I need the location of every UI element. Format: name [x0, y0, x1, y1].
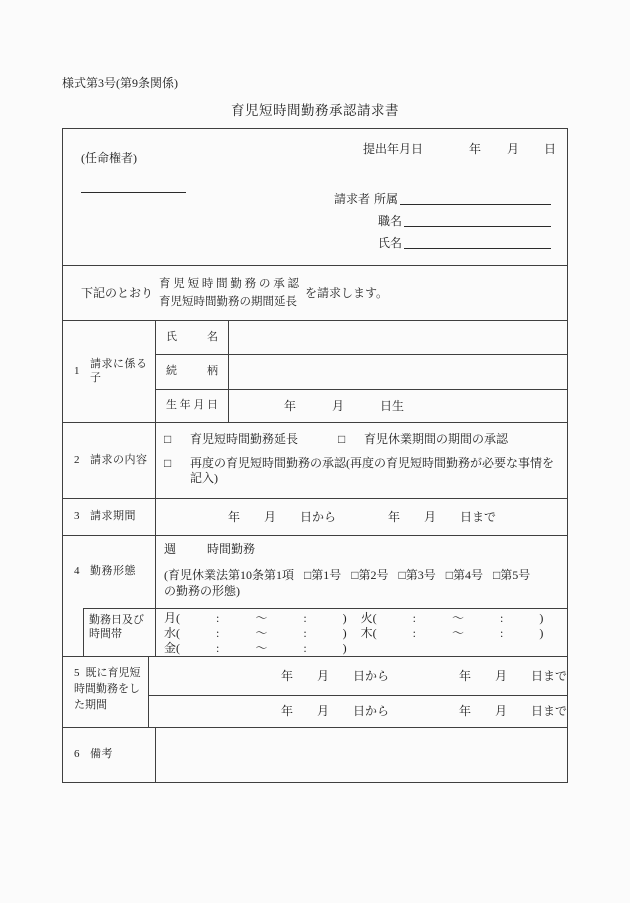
- past-period-1-to[interactable]: 年 月 日まで: [458, 668, 567, 683]
- past-period-2-from[interactable]: 年 月 日から: [280, 704, 389, 718]
- checkbox-repeat-box[interactable]: □: [164, 455, 172, 470]
- checkbox-leave-period-label: 育児休業期間の期間の承認: [364, 432, 509, 446]
- checkbox-item-leave-period: [338, 432, 508, 448]
- request-form-table: [62, 128, 568, 783]
- schedule-line-wed-thu: [164, 626, 567, 641]
- requester-block: [334, 185, 551, 251]
- row-past-periods-label-text: 既に育児短時間勤務をした期間: [74, 667, 141, 711]
- child-name-value[interactable]: [229, 321, 567, 354]
- row-request-content-label: [63, 423, 156, 498]
- choice-extension: 育児短時間勤務の期間延長: [159, 295, 298, 308]
- weekly-schedule-grid: [156, 608, 567, 656]
- past-period-1-from[interactable]: 年 月 日から: [280, 668, 389, 683]
- name-fill-line[interactable]: [404, 235, 551, 249]
- period-from[interactable]: 年 月 日から: [228, 509, 337, 524]
- law-option-1-checkbox[interactable]: □第1号: [304, 568, 342, 582]
- row-past-periods-number: 5: [74, 667, 80, 679]
- weekly-hours-line: [164, 542, 563, 557]
- jobtitle-fill-line[interactable]: [404, 213, 551, 227]
- past-period-row-2: [149, 696, 567, 727]
- work-style-label-column: [63, 536, 156, 656]
- child-birthdate-row: [156, 390, 567, 422]
- declaration-prefix: 下記のとおり: [81, 285, 154, 300]
- checkbox-leave-period-box[interactable]: □: [338, 432, 346, 446]
- row-request-content: [63, 423, 567, 499]
- child-birthdate-label: 生年月日: [156, 390, 229, 422]
- schedule-thursday[interactable]: 木( : ～ : ): [360, 626, 544, 640]
- row-request-content-number: 2: [74, 453, 80, 466]
- row-work-style-label-text: 勤務形態: [90, 565, 136, 578]
- requester-name-row: [334, 229, 551, 251]
- page-title: 育児短時間勤務承認請求書: [231, 103, 399, 118]
- schedule-header-label: 勤務日及び時間帯: [83, 608, 155, 656]
- row-remarks: [63, 728, 567, 782]
- row-remarks-number: 6: [74, 748, 80, 761]
- child-relation-row: [156, 355, 567, 390]
- law-prefix: (育児休業法第10条第1項: [164, 568, 294, 582]
- checkbox-line-1: [164, 432, 561, 448]
- header-section: [63, 129, 567, 266]
- row-request-period: [63, 499, 567, 536]
- row-past-periods-label: [63, 657, 149, 727]
- row-child-fields: [156, 321, 567, 422]
- row-child-label: [63, 321, 156, 422]
- appointer-fill-line[interactable]: [81, 192, 186, 193]
- affiliation-fill-line[interactable]: [400, 191, 551, 205]
- row-request-content-label-text: 請求の内容: [90, 453, 148, 466]
- past-period-row-1: [149, 657, 567, 696]
- period-to[interactable]: 年 月 日まで: [388, 509, 497, 524]
- past-period-2-to[interactable]: 年 月 日まで: [458, 704, 567, 718]
- row-past-periods: [63, 657, 567, 728]
- past-periods-content: [149, 657, 567, 727]
- work-style-main: [156, 536, 567, 608]
- submission-month-unit: 月: [507, 142, 520, 156]
- requester-affiliation-row: [334, 185, 551, 207]
- request-period-value: [156, 499, 567, 535]
- submission-date-row: [363, 142, 556, 157]
- request-content-options: [156, 423, 567, 498]
- week-suffix: 時間勤務: [207, 542, 256, 556]
- row-child: [63, 321, 567, 423]
- row-work-style-label: [63, 536, 155, 608]
- week-prefix: 週: [164, 542, 177, 556]
- declaration-choices: [159, 277, 299, 309]
- child-relation-label: 続柄: [156, 355, 229, 389]
- affiliation-label: 所属: [374, 192, 399, 206]
- submission-day-unit: 日: [544, 142, 557, 156]
- row-remarks-label: [63, 728, 156, 782]
- law-reference-line: [164, 568, 563, 583]
- child-birthdate-value[interactable]: 年 月 日生: [284, 398, 405, 413]
- checkbox-item-repeat: [164, 456, 561, 487]
- schedule-friday[interactable]: 金( : ～ : ): [164, 641, 347, 655]
- schedule-wednesday[interactable]: 水( : ～ : ): [164, 626, 347, 640]
- requester-label: 請求者: [334, 192, 371, 206]
- form-number: 様式第3号(第9条関係): [62, 76, 178, 90]
- law-option-4-checkbox[interactable]: □第4号: [445, 568, 483, 582]
- law-suffix: の勤務の形態): [164, 584, 240, 598]
- child-name-label: 氏名: [156, 321, 229, 354]
- checkbox-extension-box[interactable]: □: [164, 432, 172, 446]
- checkbox-repeat-label: 再度の育児短時間勤務の承認(再度の育児短時間勤務が必要な事情を記入): [190, 455, 554, 485]
- work-style-content: [156, 536, 567, 656]
- schedule-line-mon-tue: [164, 611, 567, 626]
- schedule-tuesday[interactable]: 火( : ～ : ): [360, 611, 544, 625]
- choice-approval: 育児短時間勤務の承認: [159, 278, 300, 291]
- name-label: 氏名: [378, 236, 403, 250]
- row-work-style-number: 4: [74, 565, 80, 578]
- law-option-3-checkbox[interactable]: □第3号: [398, 568, 436, 582]
- row-request-period-label: [63, 499, 156, 535]
- law-option-2-checkbox[interactable]: □第2号: [351, 568, 389, 582]
- schedule-monday[interactable]: 月( : ～ : ): [164, 611, 347, 625]
- row-request-period-number: 3: [74, 510, 80, 523]
- appointer-label: (任命権者): [81, 151, 137, 165]
- row-work-style: [63, 536, 567, 657]
- schedule-line-fri: [164, 641, 567, 656]
- checkbox-extension-label: 育児短時間勤務延長: [190, 432, 299, 446]
- row-child-label-text: 請求に係る子: [90, 357, 148, 384]
- jobtitle-label: 職名: [378, 214, 403, 228]
- remarks-value[interactable]: [156, 728, 567, 782]
- submission-date-label: 提出年月日: [363, 142, 424, 156]
- declaration-suffix: を請求します。: [305, 285, 389, 300]
- child-relation-value[interactable]: [229, 355, 567, 389]
- declaration-section: [63, 266, 567, 321]
- requester-jobtitle-row: [334, 207, 551, 229]
- law-option-5-checkbox[interactable]: □第5号: [493, 568, 531, 582]
- child-name-row: [156, 321, 567, 355]
- submission-year-unit: 年: [469, 142, 482, 156]
- row-request-period-label-text: 請求期間: [90, 510, 136, 523]
- row-child-number: 1: [74, 364, 80, 377]
- checkbox-item-extension: [164, 432, 298, 448]
- row-remarks-label-text: 備考: [90, 748, 113, 761]
